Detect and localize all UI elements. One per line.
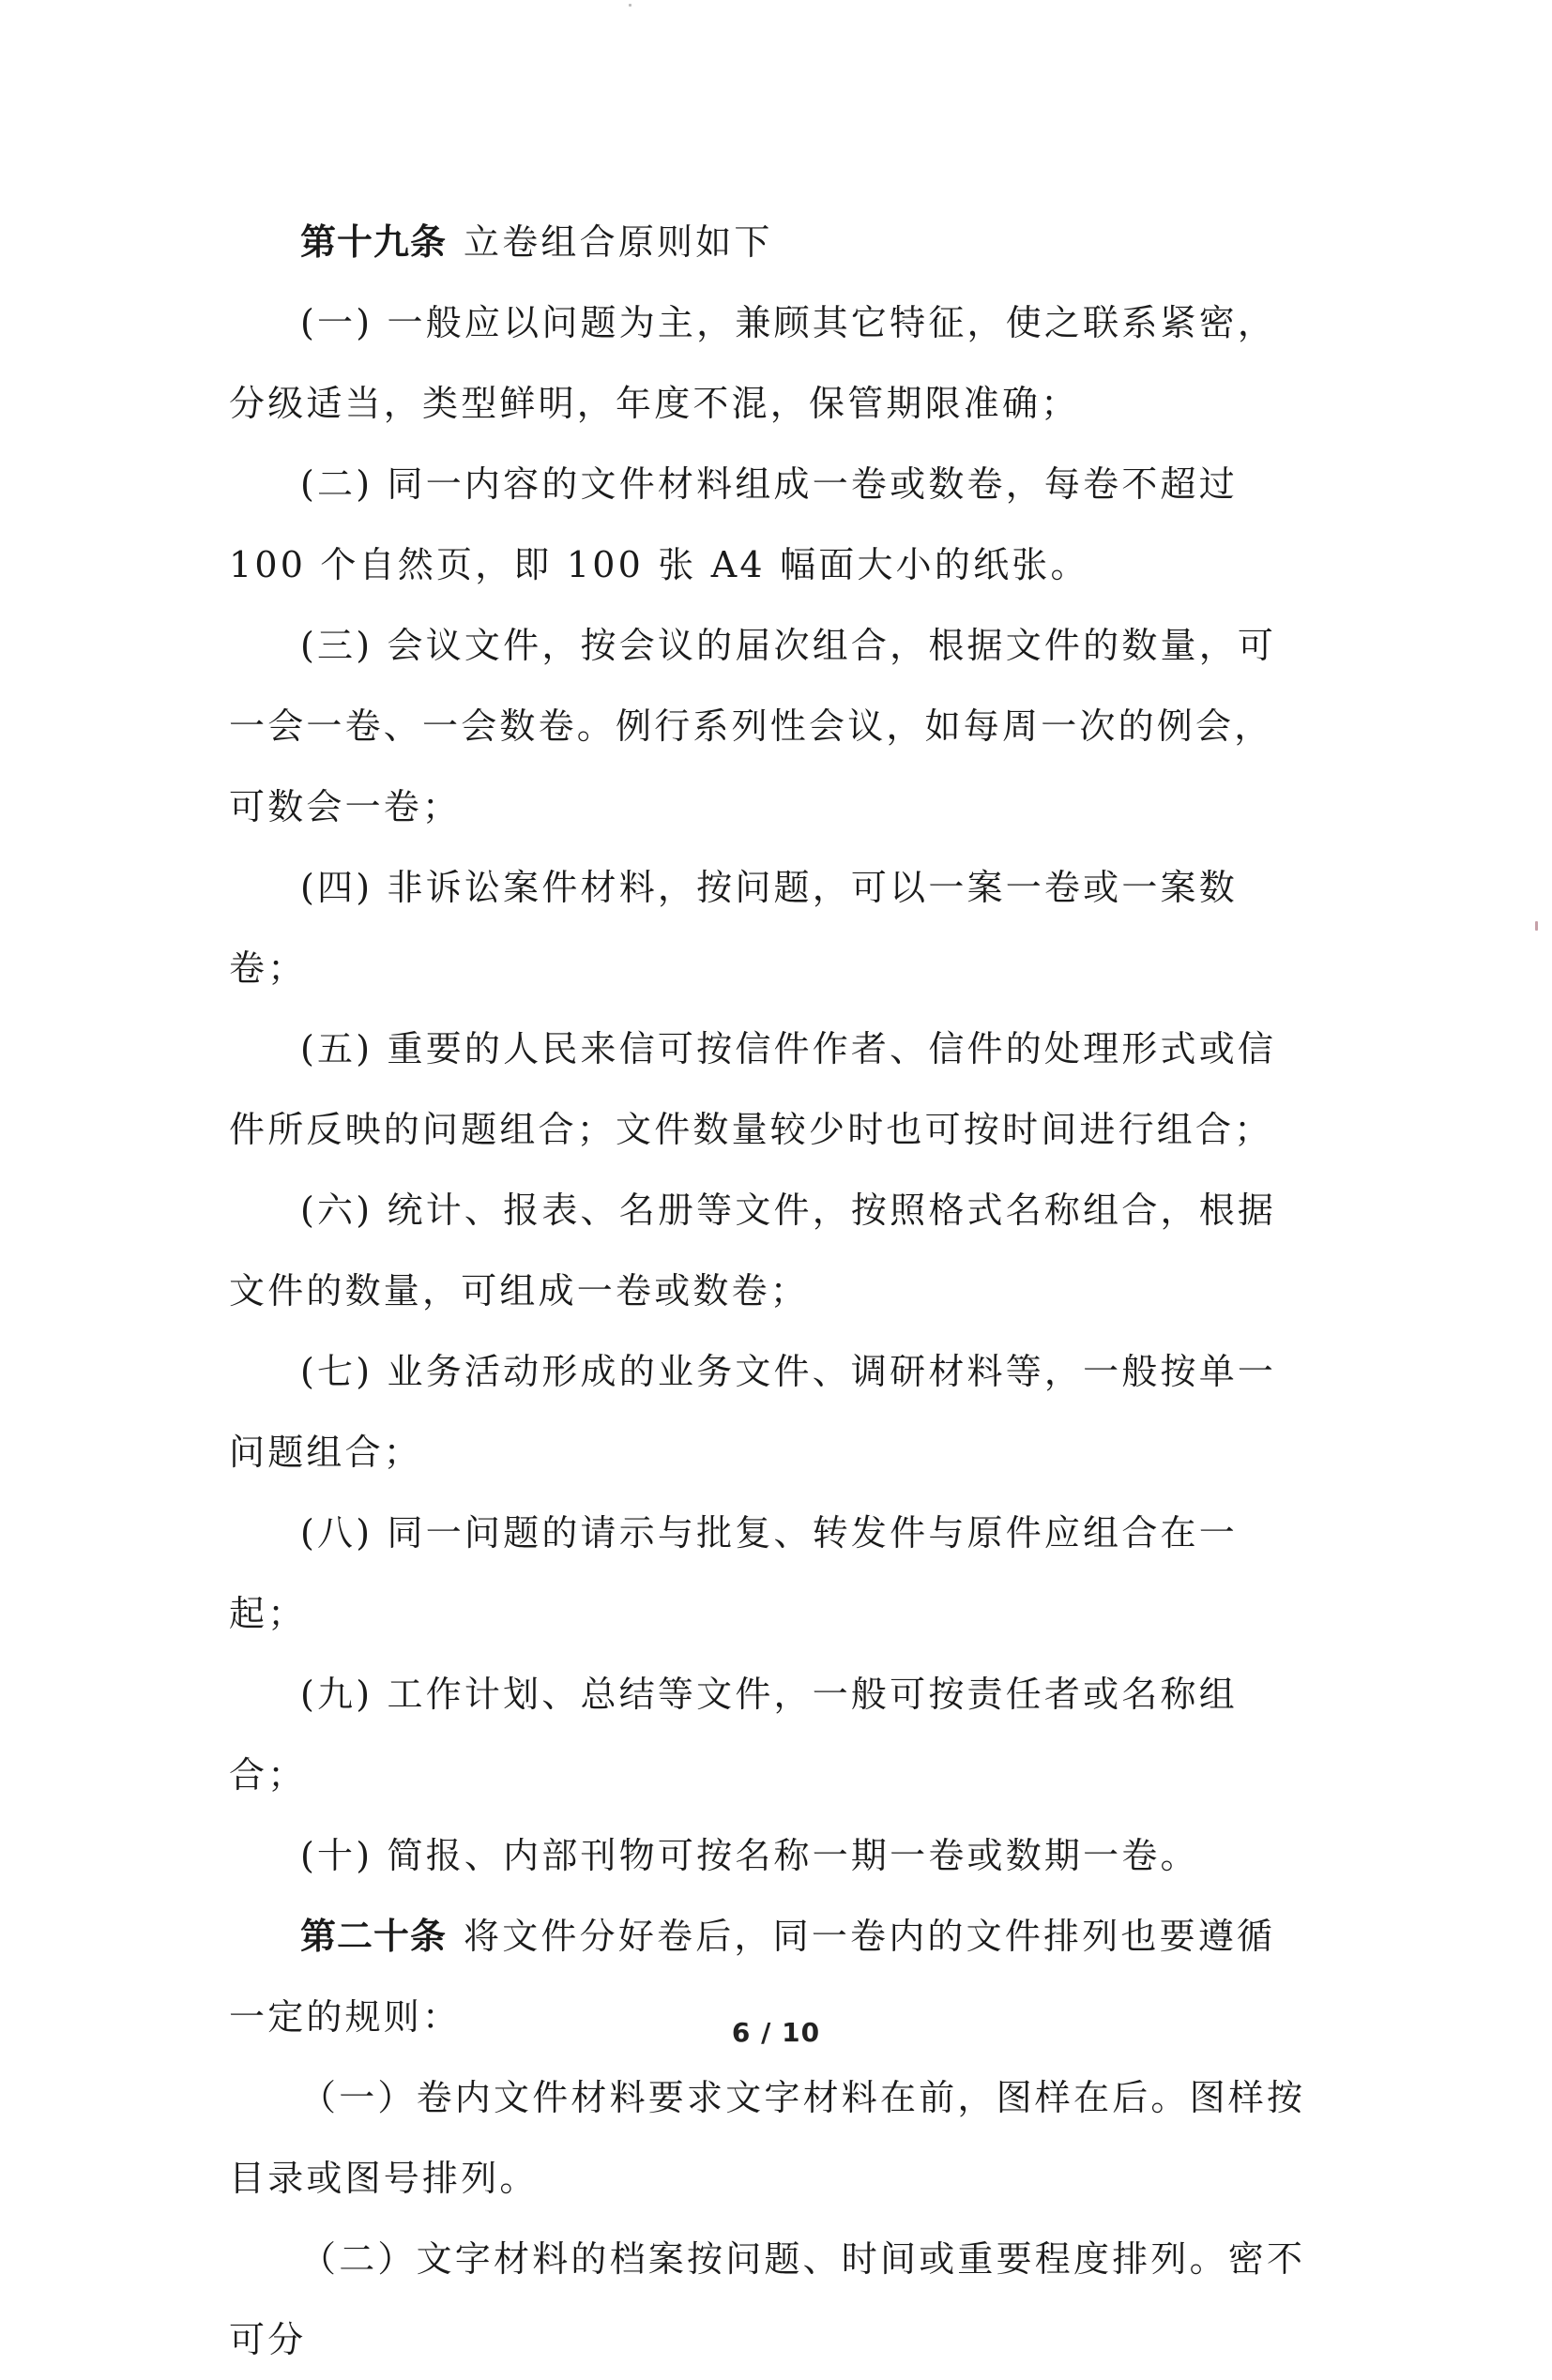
article-19-item-3: (三) 会议文件，按会议的届次组合，根据文件的数量，可一会一卷、一会数卷。例行系列性会议，如每周一次的例会，可数会一卷； [229,625,1277,827]
article-19-item-4: (四) 非诉讼案件材料，按问题，可以一案一卷或一案数卷； [229,867,1238,989]
article-19-item-7: (七) 业务活动形成的业务文件、调研材料等，一般按单一问题组合； [229,1351,1277,1473]
article-20-item-2: （二）文字材料的档案按问题、时间或重要程度排列。密不可分 [229,2238,1306,2360]
article-19-heading: 第十九条 [300,221,448,263]
article-19-intro [229,202,1308,282]
article-19-item-1: (一) 一般应以问题为主，兼顾其它特征，使之联系紧密，分级适当，类型鲜明，年度不混，保管期限准确； [229,302,1277,424]
scan-mark [1535,921,1538,931]
article-19-item-10: (十) 简报、内部刊物可按名称一期一卷或数期一卷。 [300,1835,1199,1876]
article-19-item-8: (八) 同一问题的请示与批复、转发件与原件应组合在一起； [229,1512,1238,1634]
document-body [229,202,1308,2380]
article-19-text: 立卷组合原则如下 [464,221,773,263]
page-number: 6 / 10 [731,2017,821,2048]
article-20-item-1: （一）卷内文件材料要求文字材料在前，图样在后。图样按目录或图号排列。 [229,2077,1306,2199]
scan-mark [629,4,631,7]
article-19-item-2: (二) 同一内容的文件材料组成一卷或数卷，每卷不超过 100 个自然页，即 100 张 A4 幅面大小的纸张。 [229,463,1238,585]
article-19-item-5: (五) 重要的人民来信可按信件作者、信件的处理形式或信件所反映的问题组合；文件数量较少时也可按时间进行组合； [229,1028,1277,1150]
article-20-text: 将文件分好卷后，同一卷内的文件排列也要遵循一定的规则： [229,1916,1276,2038]
article-20-heading: 第二十条 [300,1916,448,1957]
article-19-item-6: (六) 统计、报表、名册等文件，按照格式名称组合，根据文件的数量，可组成一卷或数卷； [229,1190,1277,1311]
article-19-item-9: (九) 工作计划、总结等文件，一般可按责任者或名称组合； [229,1674,1238,1796]
